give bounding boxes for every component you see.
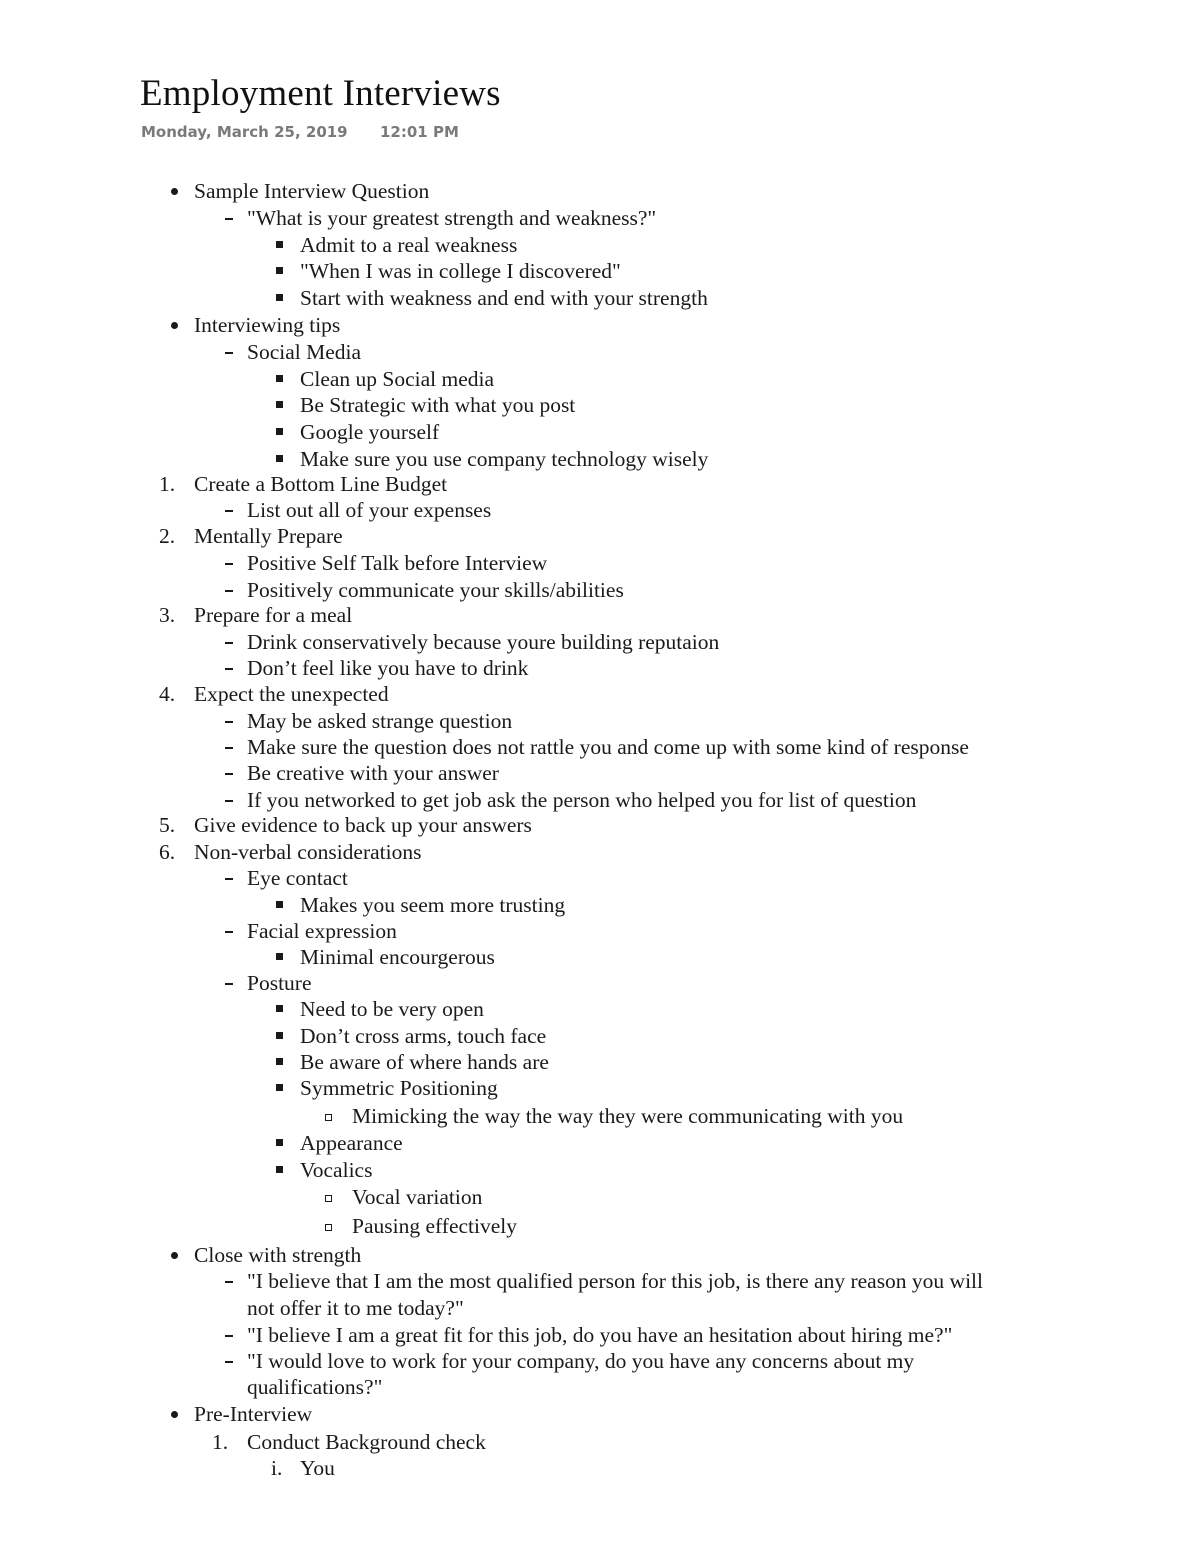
note-time: 12:01 PM: [380, 123, 459, 141]
list-item-text: Mentally Prepare: [194, 524, 343, 548]
list-item-text: Interviewing tips: [194, 313, 341, 337]
list-item: [247, 629, 719, 655]
list-item: [247, 1268, 983, 1294]
list-item: [247, 1429, 486, 1455]
list-item-text: Start with weakness and end with your strength: [300, 286, 708, 310]
square-bullet-icon: [276, 401, 283, 408]
dash-icon: [225, 800, 233, 802]
bullet-icon: [171, 1252, 178, 1259]
bullet-icon: [171, 188, 178, 195]
square-bullet-icon: [276, 1032, 283, 1039]
list-item: [194, 312, 340, 338]
list-item: [247, 550, 547, 576]
list-item-text: Google yourself: [300, 420, 440, 444]
list-item: [247, 760, 499, 786]
square-bullet-icon: [276, 375, 283, 382]
list-item: [300, 1455, 335, 1481]
list-item-text: not offer it to me today?": [247, 1296, 464, 1320]
square-bullet-icon: [276, 455, 283, 462]
list-item: [300, 366, 494, 392]
list-item: [247, 497, 491, 523]
square-bullet-icon: [276, 241, 283, 248]
square-bullet-icon: [276, 953, 283, 960]
list-item-text: Social Media: [247, 340, 362, 364]
list-item: [247, 1348, 914, 1374]
list-item-text: Mimicking the way the way they were communicating with you: [352, 1104, 904, 1128]
dash-icon: [225, 1361, 233, 1363]
dash-icon: [225, 1335, 233, 1337]
list-item-text: Be creative with your answer: [247, 761, 499, 785]
list-item-text: List out all of your expenses: [247, 498, 492, 522]
list-item-text: Sample Interview Question: [194, 179, 430, 203]
square-bullet-icon: [276, 1058, 283, 1065]
list-item-text: Be aware of where hands are: [300, 1050, 549, 1074]
list-item-text: Give evidence to back up your answers: [194, 813, 532, 837]
dash-icon: [225, 563, 233, 565]
list-item-text: Positively communicate your skills/abilities: [247, 578, 624, 602]
list-item-text: "When I was in college I discovered": [300, 259, 621, 283]
list-item: [194, 1401, 312, 1427]
list-item: [300, 1049, 549, 1075]
number-label: 6.: [159, 840, 176, 864]
list-item: [300, 446, 708, 472]
list-item: [194, 812, 532, 838]
list-item-text: Vocalics: [300, 1158, 373, 1182]
list-item-text: Expect the unexpected: [194, 682, 389, 706]
roman-numeral-label: i.: [271, 1456, 283, 1480]
list-item-text: Symmetric Positioning: [300, 1076, 498, 1100]
square-bullet-icon: [276, 294, 283, 301]
list-item: [300, 1130, 403, 1156]
list-item: [247, 1374, 382, 1400]
list-item: [247, 205, 656, 231]
square-bullet-icon: [276, 267, 283, 274]
list-item-text: Drink conservatively because youre building reputaion: [247, 630, 720, 654]
list-item: [247, 787, 916, 813]
dash-icon: [225, 747, 233, 749]
list-item: [300, 285, 708, 311]
list-item-text: Pausing effectively: [352, 1214, 517, 1238]
square-bullet-icon: [276, 428, 283, 435]
list-item: [247, 734, 969, 760]
list-item-text: Posture: [247, 971, 312, 995]
dash-icon: [225, 721, 233, 723]
number-label: 1.: [159, 472, 176, 496]
list-item: [247, 339, 361, 365]
list-item: [247, 708, 512, 734]
list-item-text: Makes you seem more trusting: [300, 893, 566, 917]
square-bullet-icon: [276, 1139, 283, 1146]
list-item: [247, 655, 528, 681]
list-item-text: Admit to a real weakness: [300, 233, 518, 257]
dash-icon: [225, 931, 233, 933]
list-item-text: Close with strength: [194, 1243, 362, 1267]
hollow-square-bullet-icon: [325, 1224, 332, 1231]
hollow-square-bullet-icon: [325, 1114, 332, 1121]
list-item-text: "I believe I am a great fit for this job, do you have an hesitation about hiring me?": [247, 1323, 953, 1347]
list-item-text: "I believe that I am the most qualified person for this job, is there any reason you will: [247, 1269, 984, 1293]
list-item: [352, 1103, 903, 1129]
list-item-text: Be Strategic with what you post: [300, 393, 576, 417]
dash-icon: [225, 878, 233, 880]
number-label: 4.: [159, 682, 176, 706]
list-item-text: Appearance: [300, 1131, 403, 1155]
dash-icon: [225, 1281, 233, 1283]
list-item: [300, 1075, 498, 1101]
list-item: [247, 577, 624, 603]
list-item-text: Vocal variation: [352, 1185, 483, 1209]
list-item: [194, 839, 421, 865]
list-item: [300, 258, 621, 284]
hollow-square-bullet-icon: [325, 1195, 332, 1202]
list-item-text: Make sure the question does not rattle you and come up with some kind of response: [247, 735, 969, 759]
list-item: [194, 523, 343, 549]
list-item: [247, 1295, 464, 1321]
bullet-icon: [171, 322, 178, 329]
number-label: 3.: [159, 603, 176, 627]
list-item-text: Pre-Interview: [194, 1402, 313, 1426]
list-item: [247, 1322, 952, 1348]
list-item: [352, 1213, 517, 1239]
square-bullet-icon: [276, 1084, 283, 1091]
page-title: Employment Interviews: [140, 73, 501, 114]
list-item: [300, 944, 495, 970]
list-item-text: Prepare for a meal: [194, 603, 353, 627]
number-label: 1.: [212, 1430, 229, 1454]
square-bullet-icon: [276, 901, 283, 908]
list-item-text: Non-verbal considerations: [194, 840, 422, 864]
list-item: [194, 1242, 361, 1268]
list-item: [194, 602, 352, 628]
list-item: [300, 892, 565, 918]
dash-icon: [225, 352, 233, 354]
dash-icon: [225, 510, 233, 512]
list-item: [194, 681, 389, 707]
list-item: [247, 865, 348, 891]
list-item-text: Conduct Background check: [247, 1430, 486, 1454]
list-item: [300, 996, 484, 1022]
dash-icon: [225, 983, 233, 985]
list-item-text: "I would love to work for your company, do you have any concerns about my: [247, 1349, 915, 1373]
list-item-text: "What is your greatest strength and weakness?": [247, 206, 657, 230]
list-item-text: You: [300, 1456, 335, 1480]
note-date: Monday, March 25, 2019: [141, 123, 348, 141]
list-item-text: Don’t cross arms, touch face: [300, 1024, 547, 1048]
list-item: [247, 918, 397, 944]
list-item-text: If you networked to get job ask the person who helped you for list of question: [247, 788, 917, 812]
list-item: [300, 232, 517, 258]
list-item-text: Make sure you use company technology wisely: [300, 447, 709, 471]
list-item-text: Facial expression: [247, 919, 397, 943]
list-item: [300, 392, 575, 418]
list-item-text: Create a Bottom Line Budget: [194, 472, 448, 496]
list-item-text: Eye contact: [247, 866, 348, 890]
bullet-icon: [171, 1411, 178, 1418]
number-label: 2.: [159, 524, 176, 548]
list-item: [194, 471, 447, 497]
dash-icon: [225, 218, 233, 220]
list-item: [352, 1184, 482, 1210]
list-item-text: May be asked strange question: [247, 709, 513, 733]
list-item-text: qualifications?": [247, 1375, 383, 1399]
dash-icon: [225, 642, 233, 644]
list-item-text: Minimal encourgerous: [300, 945, 495, 969]
list-item: [300, 1157, 372, 1183]
list-item: [247, 970, 312, 996]
list-item-text: Clean up Social media: [300, 367, 495, 391]
list-item: [300, 419, 439, 445]
list-item-text: Need to be very open: [300, 997, 484, 1021]
list-item: [194, 178, 429, 204]
number-label: 5.: [159, 813, 176, 837]
list-item: [300, 1023, 546, 1049]
list-item-text: Positive Self Talk before Interview: [247, 551, 548, 575]
square-bullet-icon: [276, 1005, 283, 1012]
dash-icon: [225, 773, 233, 775]
dash-icon: [225, 668, 233, 670]
list-item-text: Don’t feel like you have to drink: [247, 656, 529, 680]
dash-icon: [225, 590, 233, 592]
square-bullet-icon: [276, 1166, 283, 1173]
